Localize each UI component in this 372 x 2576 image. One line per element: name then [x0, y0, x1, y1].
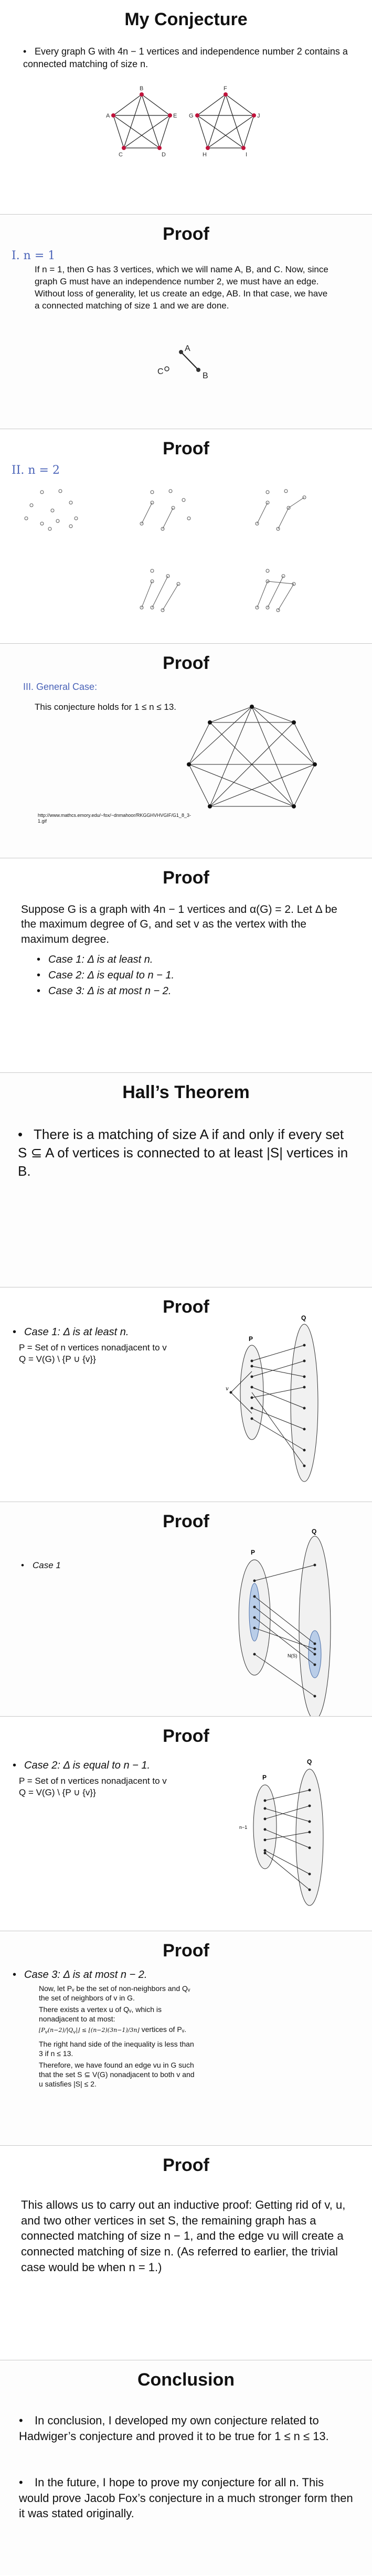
vertex-label: v: [226, 1386, 229, 1392]
vertex-label: C: [157, 367, 164, 376]
slide-proof-setup: [0, 858, 372, 1073]
slide-title: Proof: [163, 1941, 209, 1961]
case-item: • Case 2: Δ is equal to n − 1.: [37, 970, 175, 981]
slide-title: Proof: [163, 868, 209, 888]
case-heading: • Case 1: [21, 1560, 61, 1570]
case3-formula: $⌊P_v(n-2)/|Q_v|⌋$ ≤ ⌊(n−2)(3n−1)/3n⌋ vertices of Pᵥ.: [39, 2025, 187, 2036]
vertex-label: H: [203, 152, 207, 158]
vertex-label: B: [203, 371, 208, 380]
slide-title: Hall’s Theorem: [122, 1082, 250, 1102]
vertex-label: D: [162, 152, 166, 158]
slide-proof-n1: [0, 215, 372, 429]
set-label: P: [262, 1774, 267, 1781]
set-label: P: [249, 1335, 253, 1343]
vertex-label: B: [140, 86, 144, 92]
set-label: Q: [301, 1314, 306, 1322]
vertex-label: C: [119, 152, 123, 158]
slide-proof-general: [0, 644, 372, 858]
conclusion-bullet: • In conclusion, I developed my own conjecture related to Hadwiger’s conjecture and proved it to be true for 1 ≤ n ≤ 13.: [19, 2414, 329, 2443]
slide-my-conjecture: [0, 0, 372, 215]
section-heading: I. n = 1: [12, 249, 56, 262]
vertex-label: G: [189, 113, 194, 119]
vertex-label: A: [106, 113, 110, 119]
case3-line: Therefore, we have found an edge vu in G such that the set S ⊆ V(G) nonadjacent to both v and u satisfies |S| ≤ 2.: [39, 2061, 195, 2089]
slide-proof-case1-figure: [0, 1502, 372, 1717]
slide-title: Proof: [163, 1297, 209, 1317]
slide-title: Proof: [163, 653, 209, 673]
definition-p: P = Set of n vertices nonadjacent to v: [19, 1776, 167, 1786]
slide-title: Proof: [163, 439, 209, 459]
slide-proof-induction: [0, 2146, 372, 2360]
set-label: Q: [312, 1528, 317, 1535]
case-item: • Case 1: Δ is at least n.: [37, 954, 153, 965]
vertex-label: A: [185, 344, 190, 353]
case3-line: The right hand side of the inequality is less than 3 if n ≤ 13.: [39, 2040, 194, 2058]
set-label: Q: [307, 1758, 312, 1765]
proof-text: If n = 1, then G has 3 vertices, which we will name A, B, and C. Now, since graph G must have an independence number 2, we must have an edge. Without loss of generality, let us create an edge, AB. In that case, we have a connected matching of size 1 and we are done.: [35, 264, 328, 311]
general-case-text: This conjecture holds for 1 ≤ n ≤ 13.: [35, 702, 177, 712]
image-source: http://www.mathcs.emory.edu/~fox/~dnmahoor/RKGGHVHVGIF/G1_8_3-1.gif: [38, 813, 191, 824]
hall-neighborhood-figure: [0, 1502, 372, 1717]
seven-vertex-complement-graph: [0, 644, 372, 858]
edge-ab-diagram: [0, 215, 372, 429]
size-label: n−1: [239, 1825, 248, 1830]
case3-line: Now, let Pᵥ be the set of non-neighbors and Qᵥ the set of neighbors of v in G.: [39, 1984, 190, 2003]
case-heading: • Case 2: Δ is equal to n − 1.: [13, 1760, 151, 1771]
slide-proof-case1: [0, 1287, 372, 1502]
case3-line: There exists a vertex u of Qᵥ, which is nonadjacent to at most:: [39, 2005, 162, 2024]
seven-vertex-cases: [0, 429, 372, 644]
set-label: P: [251, 1549, 256, 1556]
slide-proof-n2: [0, 429, 372, 644]
slide-halls-theorem: [0, 1073, 372, 1287]
slide-conclusion: [0, 2360, 372, 2575]
definition-q: Q = V(G) \ {P ∪ {v}}: [19, 1354, 96, 1364]
case-heading: • Case 3: Δ is at most n − 2.: [13, 1969, 147, 1981]
halls-theorem-bullet: • There is a matching of size A if and only if every set S ⊆ A of vertices is connected to at least |S| vertices in B.: [18, 1126, 348, 1179]
slide-title: Proof: [163, 2155, 209, 2175]
setup-text: Suppose G is a graph with 4n − 1 vertices and α(G) = 2. Let Δ be the maximum degree of G, and set v as the vertex with the maximum degree.: [21, 903, 337, 945]
two-pentagon-graphs: [0, 0, 372, 215]
vertex-label: J: [257, 113, 260, 119]
case-heading: • Case 1: Δ is at least n.: [13, 1326, 129, 1338]
vertex-label: F: [224, 86, 227, 92]
conclusion-bullet: • In the future, I hope to prove my conjecture for all n. This would prove Jacob Fox’s conjecture in a much stronger form then it was stated originally.: [19, 2476, 353, 2520]
bipartite-figure-case2: [0, 1717, 372, 1931]
vertex-label: I: [246, 152, 248, 158]
slide-proof-case2: [0, 1717, 372, 1931]
slide-title: My Conjecture: [124, 9, 248, 29]
neighborhood-label: N(S): [288, 1653, 297, 1658]
section-heading: II. n = 2: [12, 464, 60, 477]
section-heading: III. General Case:: [23, 682, 98, 692]
slide-title: Proof: [163, 1511, 209, 1531]
slide-title: Proof: [163, 1726, 209, 1746]
slide-proof-case3: [0, 1931, 372, 2146]
vertex-label: E: [173, 113, 177, 119]
case-item: • Case 3: Δ is at most n − 2.: [37, 985, 172, 997]
bipartite-figure: [0, 1287, 372, 1502]
conjecture-bullet: • Every graph G with 4n − 1 vertices and independence number 2 contains a connected matching of size n.: [23, 46, 348, 70]
slide-title: Conclusion: [137, 2370, 235, 2390]
induction-text: This allows us to carry out an inductive proof: Getting rid of v, u, and two other vertices in set S, the remaining graph has a connected matching of size n − 1, and the edge vu will create a connected matching of size n. (As referred to earlier, the trivial case would be when n = 1.): [21, 2198, 346, 2274]
slide-title: Proof: [163, 224, 209, 244]
definition-p: P = Set of n vertices nonadjacent to v: [19, 1343, 167, 1353]
definition-q: Q = V(G) \ {P ∪ {v}}: [19, 1787, 96, 1797]
